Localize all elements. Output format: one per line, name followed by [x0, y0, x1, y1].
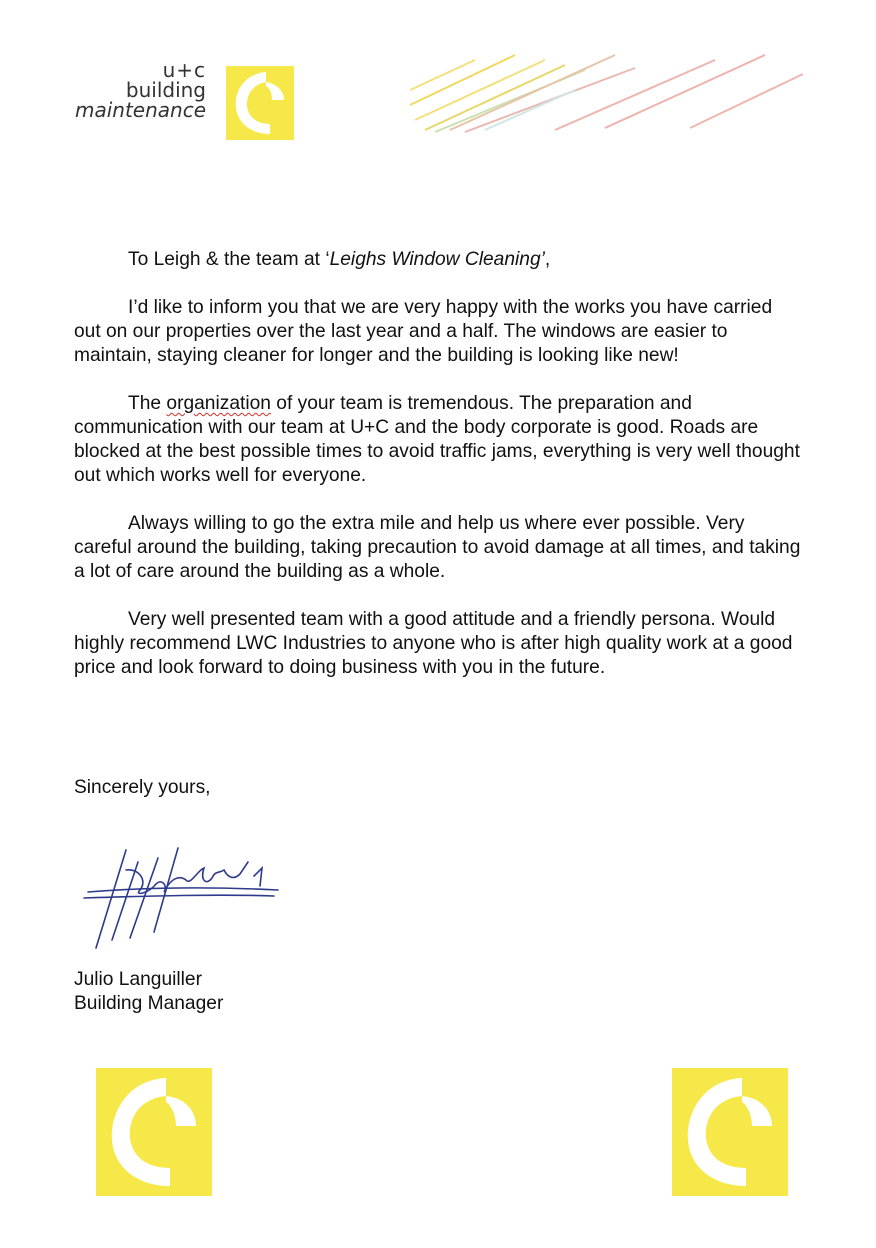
salutation-company: Leighs Window Cleaning’	[329, 249, 545, 270]
signer-block	[74, 968, 223, 1016]
closing: Sincerely yours,	[74, 777, 211, 798]
company-logo-mark-icon	[226, 66, 294, 140]
paragraph-4	[74, 608, 804, 680]
footer-logo-right-icon	[672, 1068, 788, 1196]
paragraph-1-text: I’d like to inform you that we are very happy with the works you have carried out on our properties over the last year and a half. The windows are easier to maintain, staying cleaner for longer and the building is looking like new!	[74, 297, 773, 366]
salutation	[74, 248, 804, 272]
logo-line-uc: u+c	[162, 58, 206, 82]
signer-name: Julio Languiller	[74, 969, 202, 990]
paragraph-2	[74, 392, 804, 488]
letter-body	[74, 248, 804, 704]
signature-icon	[78, 840, 283, 955]
company-logo-text	[40, 60, 206, 120]
paragraph-2-pre: The	[128, 393, 167, 414]
paragraph-3	[74, 512, 804, 584]
spellcheck-word: organization	[166, 393, 271, 414]
logo-line-maintenance: maintenance	[74, 98, 206, 122]
paragraph-4-text: Very well presented team with a good attitude and a friendly persona. Would highly recommend LWC Industries to anyone who is after high quality work at a good price and look forward to doing business with you in the future.	[74, 609, 793, 678]
salutation-prefix: To Leigh & the team at ‘	[128, 249, 330, 270]
footer-logo-left-icon	[96, 1068, 212, 1196]
paragraph-2-post: of your team is tremendous. The preparation and communication with our team at U+C and the body corporate is good. Roads are blocked at the best possible times to avoid traffic jams, everything is very well thought out which works well for everyone.	[74, 393, 800, 486]
decorative-stripes	[405, 50, 815, 140]
paragraph-1	[74, 296, 804, 368]
paragraph-3-text: Always willing to go the extra mile and help us where ever possible. Very careful around the building, taking precaution to avoid damage at all times, and taking a lot of care around the building as a whole.	[74, 513, 801, 582]
logo-line-building: building	[125, 78, 206, 102]
signer-title: Building Manager	[74, 993, 224, 1014]
salutation-suffix: ,	[544, 249, 551, 270]
